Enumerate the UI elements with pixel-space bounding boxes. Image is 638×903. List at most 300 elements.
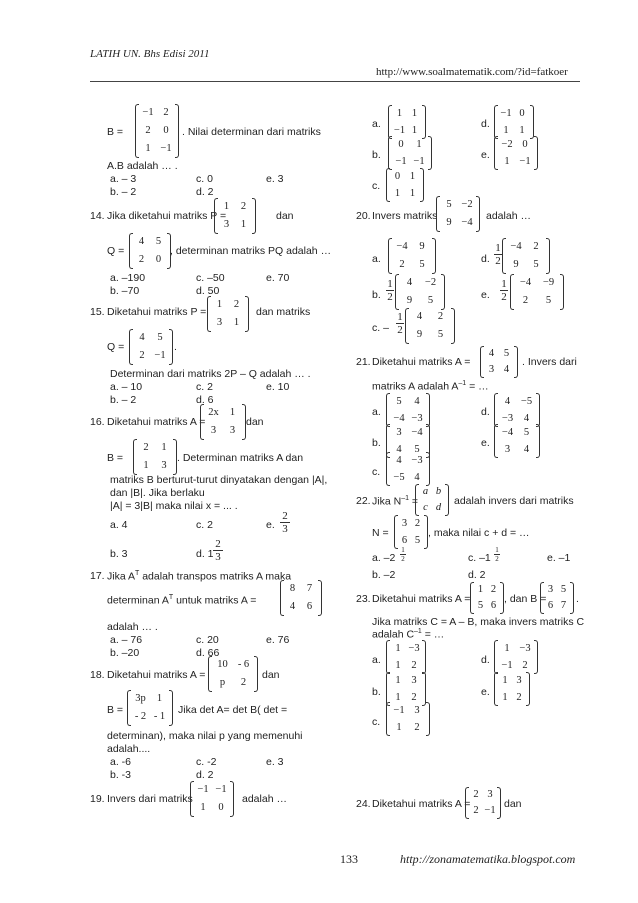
q17-matrix-a [280,580,322,616]
matrix-cell: 4 [414,471,420,483]
matrix-cell: 1 [519,124,525,136]
option-matrix [386,640,426,674]
matrix-cell: - 1 [153,711,166,722]
numerator: 1 [501,278,507,290]
matrix-cell: 1 [156,693,163,704]
matrix-cell: −1 [501,659,513,671]
matrix-cell: 1 [395,659,401,671]
matrix-cell: 3 [488,364,495,375]
matrix-cell: 1 [216,299,223,310]
matrix-cell: 3 [504,443,511,455]
q18-text: Diketahui matriks A = [107,669,206,681]
matrix-cell: −3 [501,412,514,424]
q20-matrix [436,196,480,232]
option-fraction [500,278,508,303]
matrix-cell: −1 [393,704,405,716]
bracket-right [497,787,501,819]
matrix-cell: −1 [395,155,407,167]
matrix-cell: 4 [138,236,145,247]
matrix-cell: 2x [208,407,219,418]
matrix-cell: 4 [414,395,420,407]
option: c. 20 [196,634,219,646]
option: d. 1 [196,548,214,560]
matrix-cell: −1 [500,107,512,119]
matrix-cell: 1 [504,155,510,167]
matrix-cell: 1 [504,642,510,654]
option-label: a. [372,253,381,265]
option-fraction [400,546,406,563]
matrix-cell: −1 [519,155,531,167]
matrix-cell: 1 [396,721,402,733]
matrix-cell: −4 [519,277,532,288]
option-label: c. – [372,322,389,334]
option: a. –190 [110,272,146,284]
matrix-cell: −3 [411,412,423,424]
denominator: 2 [495,255,501,267]
q24-number: 24. [356,798,371,810]
matrix-cell: 7 [306,583,313,594]
q17-line1 [107,570,291,583]
matrix-cell: b [435,486,442,497]
matrix-cell: 1 [502,691,508,703]
matrix-cell: 10 [217,659,228,670]
q21-text-b: . Invers dari [522,356,577,368]
bracket-right [560,274,564,310]
matrix-cell: 0 [394,170,401,182]
option-matrix [494,136,538,170]
q23-text2: Jika matriks C = A – B, maka invers matriks C [372,616,585,628]
matrix-cell: 5 [396,395,402,407]
q17-text2: determinan A [107,594,169,607]
option-matrix [405,308,455,344]
q14-number: 14. [90,210,105,222]
matrix-cell: 5 [545,295,552,306]
option-matrix [386,452,430,486]
option: c. 2 [196,381,213,393]
matrix-cell: 2 [522,659,528,671]
bracket-right [451,308,455,344]
matrix-cell: −4 [501,426,514,438]
option-matrix [494,393,540,427]
option-fraction [494,242,502,267]
option-matrix [494,672,530,706]
q21-matrix-a [480,346,518,378]
q21-line2 [372,380,489,393]
q16-text4: dan |B|. Jika berlaku [110,487,205,499]
matrix-cell: 1 [145,143,151,154]
matrix-cell: 2 [145,125,151,136]
q20-text: Invers matriks [372,210,438,222]
q24-matrix-a [465,787,501,819]
q15-text: Diketahui matriks P = [107,306,207,318]
q20-text2: adalah … [486,210,531,222]
matrix-cell: 1 [477,584,484,595]
matrix-cell: 1 [411,124,418,136]
q14-matrix-p [214,198,256,234]
option-label: c. [372,716,381,728]
matrix-cell: 1 [416,138,422,150]
option: c. –1 [468,552,491,564]
option-label: b. [372,437,381,449]
bracket-right [570,582,574,614]
q23-matrix-b [540,582,574,614]
matrix-cell: 2 [240,677,247,688]
q24-dan: dan [504,798,522,810]
matrix-cell: 4 [503,364,510,375]
numerator: 1 [397,311,403,323]
matrix-cell: 1 [200,802,206,813]
matrix-cell: −3 [408,642,420,654]
matrix-cell: −4 [393,412,405,424]
q16-matrix-a [200,404,246,440]
bracket-right [476,196,480,232]
option-label: e. [481,686,490,698]
q23-number: 23. [356,593,371,605]
option: d. 2 [196,186,214,198]
q17-line2 [107,594,256,607]
matrix-cell: 2 [516,691,522,703]
q16-matrix-b [133,439,177,475]
q21-sup: –1 [458,380,467,387]
matrix-cell: 2 [522,295,529,306]
option: a. – 10 [110,381,143,393]
option: d. 6 [196,394,214,406]
q22-number: 22. [356,495,371,507]
option-matrix [494,105,534,139]
option: a. –2 [372,552,396,564]
matrix-cell: −1 [484,805,496,816]
matrix-cell: 3 [414,704,420,716]
option-label: d. [481,654,490,666]
q15-dot: . [174,341,177,353]
matrix-cell: −4 [396,241,408,252]
option-matrix [386,672,426,706]
matrix-cell: 2 [233,299,240,310]
q22-text2: adalah invers dari matriks [454,495,574,507]
q17-sup: T [135,570,140,577]
matrix-cell: - 6 [237,659,250,670]
matrix-cell: 3 [161,460,167,471]
option: e. [266,519,275,531]
bracket-right [245,296,249,332]
matrix-cell: d [435,502,442,513]
option: b. –2 [372,569,396,581]
matrix-cell: 0 [163,125,169,136]
option-label: b. [372,686,381,698]
bracket-right [534,640,538,674]
q23-dot: . [576,593,579,605]
q15-text2: Determinan dari matriks 2P – Q adalah … . [110,368,311,380]
matrix-cell: 6 [306,601,313,612]
matrix-cell: 4 [416,311,423,322]
matrix-cell: −1 [142,107,154,118]
q16-fraction-d [213,538,223,563]
bracket-right [426,452,430,486]
matrix-cell: −2 [424,277,437,288]
bracket-right [428,136,432,170]
q21-text2b: = … [466,380,489,393]
bracket-right [432,238,436,274]
bracket-right [546,238,550,274]
matrix-cell: 2 [163,107,169,118]
matrix-cell: 1 [395,674,401,686]
option: a. 4 [110,519,128,531]
matrix-cell: −4 [461,217,473,228]
option: c. –50 [196,272,225,284]
matrix-cell: −2 [461,199,473,210]
bracket-right [169,690,173,726]
bracket-right [441,274,445,310]
matrix-cell: 1 [396,107,403,119]
matrix-cell: −1 [160,143,172,154]
matrix-cell: 2 [437,311,444,322]
option: b. -3 [110,769,132,781]
matrix-cell: 2 [414,721,420,733]
option-matrix [510,274,564,310]
option: e. 70 [266,272,290,284]
matrix-cell: 8 [289,583,296,594]
q22-text3: , maka nilai c + d = … [428,527,530,539]
q17-text2b: untuk matriks A = [173,594,257,607]
option-fraction [386,278,394,303]
bracket-right [422,672,426,706]
q14-q-prefix: Q = [107,245,125,257]
q22-matrix-inv [415,484,449,516]
option-fraction [396,311,404,336]
matrix-cell: 1 [394,187,401,199]
q23-line3 [372,628,444,641]
option: e. 10 [266,381,290,393]
header-title: LATIH UN. Bhs Edisi 2011 [90,48,210,60]
matrix-cell: 4 [504,395,511,407]
bracket-right [426,393,430,427]
matrix-cell: c [423,502,428,513]
matrix-cell: 1 [240,219,247,230]
matrix-cell: 0 [218,802,224,813]
matrix-cell: −4 [510,241,522,252]
option-label: b. [372,149,381,161]
option: e. 3 [266,173,284,185]
q19-matrix [190,781,234,817]
option-label: b. [372,289,381,301]
numerator: 1 [495,546,499,554]
q16-text3: matriks B berturut-turut dinyatakan dengan |A|, [110,474,328,486]
q16-text: Diketahui matriks A = [107,416,206,428]
option: d. 2 [196,769,214,781]
q23-matrix-a [470,582,504,614]
q20-number: 20. [356,210,371,222]
matrix-cell: 4 [396,454,402,466]
q16-fraction-e [280,510,290,535]
q21-text2: matriks A adalah A [372,380,459,393]
matrix-cell: 5 [157,332,163,343]
option-matrix [494,424,540,458]
matrix-cell: 1 [229,407,236,418]
option: a. – 76 [110,634,143,646]
option-label: d. [481,406,490,418]
q21-text: Diketahui matriks A = [372,356,471,368]
q17-sup2: T [168,594,174,601]
matrix-cell: 1 [223,201,230,212]
matrix-cell: 5 [477,600,484,611]
matrix-cell: 7 [560,600,567,611]
q18-matrix-a [208,656,258,692]
q16-b-prefix: B = [107,452,124,464]
q19-text: Invers dari matriks [107,793,193,805]
matrix-cell: −5 [520,395,533,407]
option: d. 50 [196,285,220,297]
matrix-cell: 5 [560,584,567,595]
bracket-right [536,393,540,427]
matrix-cell: −3 [519,642,531,654]
matrix-cell: 1 [503,124,509,136]
option-matrix [386,168,424,202]
option: b. 3 [110,548,128,560]
bracket-right [530,105,534,139]
matrix-cell: 3 [516,674,522,686]
q15-number: 15. [90,306,105,318]
q24-text: Diketahui matriks A = [372,798,471,810]
q23-text3: adalah C [372,628,415,641]
matrix-cell: −9 [542,277,555,288]
option: e. –1 [547,552,571,564]
matrix-cell: 5 [419,259,425,270]
bracket-right [169,329,173,365]
matrix-cell: −1 [215,784,227,795]
matrix-cell: 9 [406,295,413,306]
matrix-cell: p [219,677,226,688]
matrix-cell: 2 [143,442,149,453]
matrix-cell: 1 [409,187,416,199]
q22-n-prefix: N = [372,527,389,539]
matrix-cell: 2 [473,805,479,816]
q23-sup: –1 [414,628,422,635]
matrix-cell: 3 [229,425,236,436]
matrix-cell: 9 [446,217,452,228]
matrix-cell: 4 [523,412,530,424]
option: c. -2 [196,756,217,768]
option-label: c. [372,180,381,192]
q16-text5: |A| = 3|B| maka nilai x = ... . [110,500,238,512]
denominator: 2 [397,324,403,336]
option: e. 3 [266,756,284,768]
matrix-cell: 4 [488,348,495,359]
matrix-cell: 2 [490,584,497,595]
q18-number: 18. [90,669,105,681]
option: b. – 2 [110,394,137,406]
q22-line1 [372,495,418,508]
q17-number: 17. [90,570,105,582]
option-label: e. [481,289,490,301]
matrix-cell: 2 [411,691,417,703]
denominator: 2 [501,291,507,303]
bracket-right [254,656,258,692]
q13-text: . Nilai determinan dari matriks [182,126,321,138]
q19-number: 19. [90,793,105,805]
option: b. – 2 [110,186,137,198]
matrix-cell: 1 [502,674,508,686]
denominator: 3 [213,550,223,563]
option-label: d. [481,118,490,130]
q15-dan: dan matriks [256,306,311,318]
option: b. –20 [110,647,140,659]
matrix-cell: −1 [154,350,166,361]
matrix-cell: - 2 [134,711,147,722]
option-matrix [502,238,550,274]
matrix-cell: 5 [533,259,539,270]
q18-matrix-b [127,690,173,726]
option-matrix [386,393,430,427]
header-url: http://www.soalmatematik.com/?id=fatkoer [376,66,568,78]
matrix-cell: 1 [411,107,418,119]
q18-b-prefix: B = [107,704,124,716]
matrix-cell: 4 [139,332,145,343]
matrix-cell: 2 [414,517,421,529]
matrix-cell: 5 [523,426,530,438]
option: e. 76 [266,634,290,646]
matrix-cell: −2 [501,138,513,150]
q23-text3b: = … [421,628,445,641]
bracket-right [526,672,530,706]
option-fraction [494,546,500,563]
q18-text4: adalah.... [107,743,151,755]
q13-matrix [135,104,179,158]
q17-text3: adalah … . [107,621,158,633]
q21-number: 21. [356,356,371,368]
matrix-cell: 3 [401,517,408,529]
matrix-cell: 6 [490,600,497,611]
q14-text2: , determinan matriks PQ adalah … [170,245,332,257]
matrix-cell: 2 [473,789,479,800]
option-matrix [395,274,445,310]
option: c. 0 [196,173,213,185]
option-matrix [388,238,436,274]
option-label: c. [372,466,381,478]
denominator: 2 [495,555,499,563]
q13-prefix: B = [107,126,124,138]
matrix-cell: 1 [143,460,149,471]
numerator: 1 [495,242,501,254]
matrix-cell: 3 [210,425,217,436]
matrix-cell: 9 [513,259,519,270]
option: b. –70 [110,285,140,297]
matrix-cell: 3 [411,674,417,686]
matrix-cell: 5 [155,236,162,247]
q15-matrix-p [207,296,249,332]
bracket-right [426,702,430,736]
matrix-cell: 3 [223,219,230,230]
matrix-cell: 1 [409,170,416,182]
matrix-cell: 5 [503,348,510,359]
q22-matrix-n [394,515,428,549]
matrix-cell: 3p [135,693,146,704]
matrix-cell: 5 [446,199,452,210]
matrix-cell: 1 [233,317,240,328]
q18-text3: determinan), maka nilai p yang memenuhi [107,730,303,742]
bracket-right [230,781,234,817]
q16-dan: dan [246,416,264,428]
option: c. 2 [196,519,213,531]
matrix-cell: −1 [393,124,406,136]
matrix-cell: 4 [289,601,296,612]
q15-q-prefix: Q = [107,341,125,353]
numerator: 2 [282,510,288,522]
matrix-cell: −1 [413,155,425,167]
denominator: 2 [387,291,393,303]
q22-sup: –1 [401,495,409,502]
option-label: a. [372,406,381,418]
option-matrix [386,702,430,736]
